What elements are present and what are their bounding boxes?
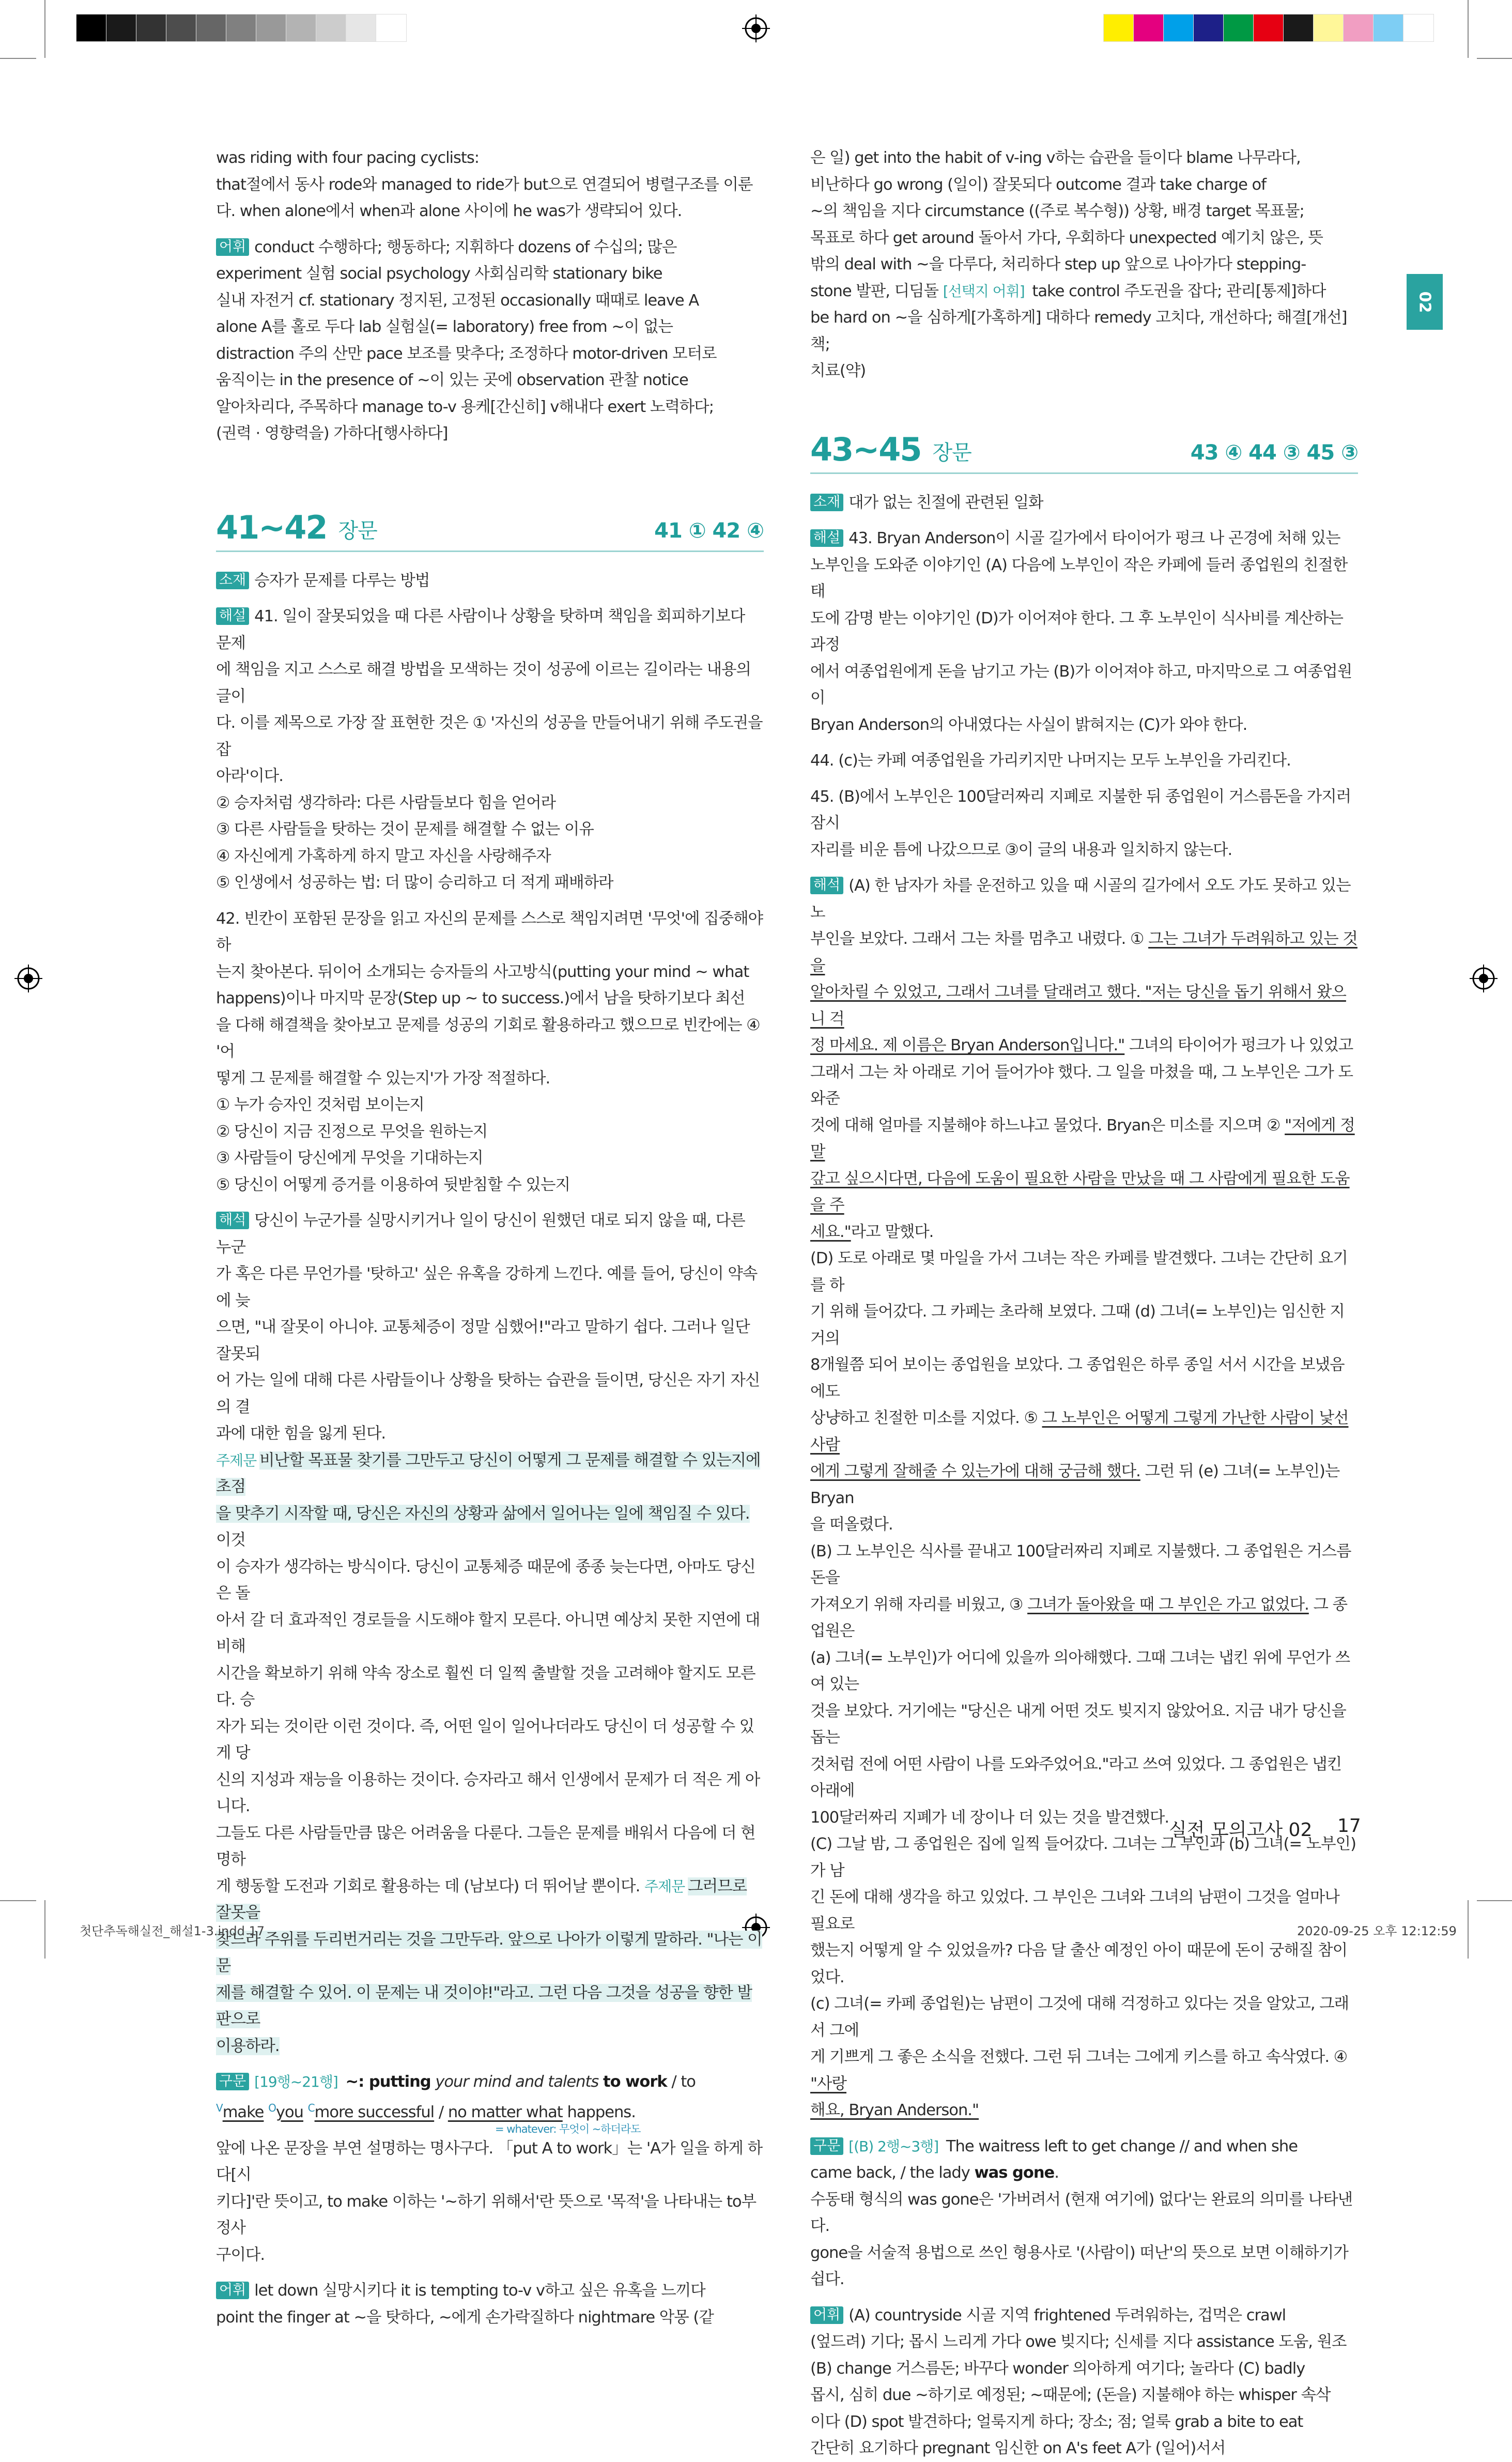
topic-sentence-label: 주제문 bbox=[216, 1451, 257, 1469]
translation-text: 그녀의 타이어가 펑크가 나 있었고 bbox=[1124, 1036, 1353, 1054]
translation-line: 것을 보았다. 거기에는 "당신은 내게 어떤 것도 빚지지 않았어요. 지금 내가 당신을 돕는 bbox=[810, 1702, 1346, 1747]
explanation-line: 에 책임을 지고 스스로 해결 방법을 모색하는 것이 성공에 이르는 길이라는 내용의 글이 bbox=[216, 661, 751, 706]
color-swatch bbox=[106, 14, 136, 41]
registration-mark-icon bbox=[14, 965, 42, 992]
topic-sentence: 비난할 목표물 찾기를 그만두고 당신이 어떻게 그 문제를 해결할 수 있는지에 초점 bbox=[216, 1451, 761, 1496]
color-swatch bbox=[226, 14, 256, 41]
grammar-line: 키다]'란 뜻이고, to make 이하는 '~하기 위해서'란 뜻으로 '목적'을 나타내는 to부정사 bbox=[216, 2192, 757, 2238]
vocab-line: be hard on ~을 심하게[가혹하게] 대하다 remedy 고치다, 개선하다; 해결[개선]책; bbox=[810, 309, 1347, 354]
color-swatch bbox=[286, 14, 316, 41]
translation-line: (D) 도로 아래로 몇 마일을 가서 그녀는 작은 카페를 발견했다. 그녀는 간단히 요기를 하 bbox=[810, 1249, 1348, 1294]
crop-mark bbox=[44, 1900, 45, 1959]
translation-text: 그런 뒤 (e) 그녀(= 노부인)는 Bryan bbox=[810, 1462, 1340, 1507]
color-swatch bbox=[76, 14, 106, 41]
slug-date-info: 2020-09-25 오후 12:12:59 bbox=[1297, 1924, 1457, 1938]
grammar-tag: 구문 bbox=[216, 2073, 249, 2090]
crop-mark bbox=[1468, 0, 1469, 58]
vocab-line: 비난하다 go wrong (일이) 잘못되다 outcome 결과 take charge of bbox=[810, 175, 1266, 194]
grammar-ref: [19행~21행] bbox=[254, 2073, 338, 2090]
grammar-line: gone을 서술적 용법으로 쓰인 형용사로 '(사람이) 떠난'의 뜻으로 보면 이해하기가 쉽다. bbox=[810, 2243, 1348, 2288]
registration-mark-icon bbox=[1470, 965, 1498, 992]
translation-line: 아서 갈 더 효과적인 경로들을 시도해야 할지 모른다. 아니면 예상치 못한 지연에 대비해 bbox=[216, 1611, 760, 1656]
grammar-text: you bbox=[275, 2103, 303, 2121]
underlined-text: "저에게 정말 bbox=[810, 1116, 1355, 1161]
translation-line: (c) 그녀(= 카페 종업원)는 남편이 그것에 대해 걱정하고 있다는 것을 알았고, 그래서 그에 bbox=[810, 1995, 1349, 2040]
answer-key: 41 ① 42 ④ bbox=[654, 518, 764, 543]
color-swatch bbox=[1134, 14, 1164, 41]
option-line: ③ 다른 사람들을 탓하는 것이 문제를 해결할 수 없는 이유 bbox=[216, 820, 594, 838]
color-swatch bbox=[1374, 14, 1403, 41]
color-swatch bbox=[1344, 14, 1374, 41]
underlined-text: 에게 그렇게 잘해줄 수 있는가에 대해 궁금해 했다. bbox=[810, 1462, 1140, 1480]
vocab-line: (엎드려) 기다; 몹시 느리게 가다 owe 빚지다; 신세를 지다 assistance 도움, 원조 bbox=[810, 2333, 1347, 2351]
explanation-line: 41. 일이 잘못되었을 때 다른 사람이나 상황을 탓하며 책임을 회피하기보다 문제 bbox=[216, 607, 745, 652]
vocab-line: (B) change 거스름돈; 바꾸다 wonder 의아하게 여기다; 놀라다 (C) badly bbox=[810, 2359, 1305, 2378]
translation-text: 그 종업원은 bbox=[810, 1595, 1348, 1640]
section-tab-label: 02 bbox=[1415, 291, 1434, 313]
topic-sentence-label: 주제문 bbox=[644, 1877, 685, 1895]
translation-text: 게 기쁘게 그 좋은 소식을 전했다. 그런 뒤 그녀는 그에게 키스를 하고 속삭였다. ④ bbox=[810, 2048, 1348, 2066]
translation-text: 이것 bbox=[216, 1531, 245, 1549]
option-line: ② 승자처럼 생각하라: 다른 사람들보다 힘을 얻어라 bbox=[216, 793, 556, 812]
vocab-block bbox=[216, 234, 764, 261]
vocab-line bbox=[810, 278, 1358, 305]
option-line: ④ 자신에게 가혹하게 하지 말고 자신을 사랑해주자 bbox=[216, 847, 551, 865]
color-swatch bbox=[376, 14, 406, 41]
grammar-mark: C bbox=[307, 2101, 315, 2114]
explanation-line: 45. (B)에서 노부인은 100달러짜리 지폐로 지불한 뒤 종업원이 거스름돈을 가지러 잠시 bbox=[810, 787, 1351, 832]
translation-line: 긴 돈에 대해 생각을 하고 있었다. 그 부인은 그녀와 그녀의 남편이 그것을 얼마나 필요로 bbox=[810, 1888, 1339, 1933]
underlined-text: 정 마세요. 제 이름은 Bryan Anderson입니다." bbox=[810, 1036, 1125, 1054]
topic-text: 승자가 문제를 다루는 방법 bbox=[254, 571, 430, 590]
vocab-line: let down 실망시키다 it is tempting to-v v하고 싶은 유혹을 느끼다 bbox=[254, 2282, 705, 2300]
vocab-line: 밖의 deal with ~을 다루다, 처리하다 step up 앞으로 나아가다 stepping- bbox=[810, 255, 1306, 273]
section-heading-43-45 bbox=[810, 431, 1358, 474]
intro-line: that절에서 동사 rode와 managed to ride가 but으로 연결되어 병렬구조를 이룬 bbox=[216, 175, 753, 194]
underlined-text: 그 노부인은 어떻게 그렇게 가난한 사람이 낯선 사람 bbox=[810, 1409, 1349, 1454]
explanation-line: 는지 찾아본다. 뒤이어 소개되는 승자들의 사고방식(putting your mind ~ what bbox=[216, 962, 749, 981]
vocab-text: take control 주도권을 잡다; 관리[통제]하다 bbox=[1027, 282, 1326, 300]
vocab-line: (권력 · 영향력을) 가하다[행사하다] bbox=[216, 424, 448, 442]
translation-line: 과에 대한 힘을 잃게 된다. bbox=[216, 1425, 386, 1443]
vocab-line: experiment 실험 social psychology 사회심리학 stationary bike bbox=[216, 265, 662, 283]
vocab-line: 간단히 요기하다 pregnant 임신한 on A's feet A가 (일어)서서 bbox=[810, 2439, 1226, 2457]
right-column bbox=[810, 145, 1358, 2462]
grayscale-bar bbox=[76, 14, 406, 41]
explanation-line: happens)이나 마지막 문장(Step up ~ to success.)에서 남을 탓하기보다 최선 bbox=[216, 989, 745, 1007]
vocab-tag: 어휘 bbox=[810, 2306, 843, 2324]
section-type: 장문 bbox=[338, 518, 377, 543]
topic-sentence: 제를 해결할 수 있어. 이 문제는 내 것이야!"라고. 그런 다음 그것을 성공을 향한 발판으로 bbox=[216, 1983, 752, 2028]
color-swatch bbox=[1224, 14, 1254, 41]
grammar-text: came back, / the lady bbox=[810, 2164, 975, 2182]
translation-line: 것처럼 전에 어떤 사람이 나를 도와주었어요."라고 쓰여 있었다. 그 종업원은 냅킨 아래에 bbox=[810, 1755, 1342, 1800]
translation-line: 신의 지성과 재능을 이용하는 것이다. 승자라고 해서 인생에서 문제가 더 적은 게 아니다. bbox=[216, 1770, 760, 1815]
explanation-line: 아라'이다. bbox=[216, 767, 283, 785]
topic-sentence: 찾느라 주위를 두리번거리는 것을 그만두라. 앞으로 나아가 이렇게 말하라. "나는 이 문 bbox=[216, 1930, 762, 1975]
grammar-text: to work bbox=[603, 2073, 667, 2091]
page-number: 17 bbox=[1337, 1815, 1361, 1837]
explanation-line: 다. 이를 제목으로 가장 잘 표현한 것은 ① '자신의 성공을 만들어내기 위해 주도권을 잡 bbox=[216, 714, 763, 759]
grammar-line: 앞에 나온 문장을 부연 설명하는 명사구다. 「put A to work」는 'A가 일을 하게 하다[시 bbox=[216, 2139, 763, 2184]
vocab-line: alone A를 홀로 두다 lab 실험실(= laboratory) free from ~이 없는 bbox=[216, 318, 673, 336]
color-swatch bbox=[1164, 14, 1194, 41]
grammar-text: happens. bbox=[562, 2103, 636, 2121]
color-swatch bbox=[1104, 14, 1134, 41]
explanation-line: 도에 감명 받는 이야기인 (D)가 이어져야 한다. 그 후 노부인이 식사비를 계산하는 과정 bbox=[810, 609, 1343, 654]
option-line: ① 누가 승자인 것처럼 보이는지 bbox=[216, 1096, 424, 1114]
translation-line: 100달러짜리 지폐가 네 장이나 더 있는 것을 발견했다. bbox=[810, 1808, 1169, 1827]
translation-line: (A) 한 남자가 차를 운전하고 있을 때 시골의 길가에서 오도 가도 못하고 있는 노 bbox=[810, 877, 1351, 922]
grammar-line: 수동태 형식의 was gone은 '가버려서 (현재 여기에) 없다'는 완료의 의미를 나타낸다. bbox=[810, 2190, 1353, 2235]
vocab-line: 은 일) get into the habit of v-ing v하는 습관을 들이다 blame 나무라다, bbox=[810, 149, 1301, 167]
crop-mark bbox=[1468, 1900, 1469, 1959]
choice-vocab-label: [선택지 어휘] bbox=[943, 282, 1025, 300]
crop-mark bbox=[44, 0, 45, 58]
grammar-mark: O bbox=[268, 2101, 276, 2114]
option-line: ⑤ 당신이 어떻게 증거를 이용하여 뒷받침할 수 있는지 bbox=[216, 1175, 570, 1194]
vocab-line: 이다 (D) spot 발견하다; 얼룩지게 하다; 장소; 점; 얼룩 grab a bite to eat bbox=[810, 2412, 1303, 2431]
grammar-text: was gone bbox=[974, 2164, 1055, 2182]
crop-mark bbox=[0, 58, 36, 59]
vocab-line: 몹시, 심히 due ~하기로 예정된; ~때문에; (돈을) 지불해야 하는 whisper 속삭 bbox=[810, 2386, 1331, 2404]
translation-line: 기 위해 들어갔다. 그 카페는 초라해 보였다. 그때 (d) 그녀(= 노부인)는 임신한 지 거의 bbox=[810, 1303, 1345, 1348]
color-swatch bbox=[1284, 14, 1314, 41]
grammar-text: ~: putting bbox=[345, 2073, 431, 2091]
grammar-text: make bbox=[222, 2103, 264, 2121]
answer-key: 43 ④ 44 ③ 45 ③ bbox=[1190, 440, 1358, 465]
translation-text: 부인을 보았다. 그래서 그는 차를 멈추고 내렸다. ① bbox=[810, 930, 1149, 948]
vocab-line: point the finger at ~을 탓하다, ~에게 손가락질하다 nightmare 악몽 (같 bbox=[216, 2308, 714, 2327]
vocab-line: 치료(약) bbox=[810, 362, 866, 380]
topic-tag: 소재 bbox=[216, 572, 249, 589]
intro-line: 다. when alone에서 when과 alone 사이에 he was가 생략되어 있다. bbox=[216, 202, 682, 220]
translation-line: (a) 그녀(= 노부인)가 어디에 있을까 의아해했다. 그때 그녀는 냅킨 위에 무언가 쓰여 있는 bbox=[810, 1648, 1350, 1693]
color-swatch bbox=[346, 14, 376, 41]
footer-title: 실전 모의고사 02 bbox=[1169, 1819, 1313, 1841]
grammar-text: The waitress left to get change // and when she bbox=[946, 2137, 1298, 2155]
grammar-text: your mind and talents bbox=[435, 2073, 599, 2091]
vocab-text: stone 발판, 디딤돌 bbox=[810, 282, 943, 300]
grammar-note: = whatever: 무엇이 ~하더라도 bbox=[495, 2122, 641, 2135]
grammar-text: no matter what bbox=[448, 2103, 563, 2121]
vocab-line: distraction 주의 산만 pace 보조를 맞추다; 조정하다 motor-driven 모터로 bbox=[216, 344, 717, 363]
color-bar bbox=[1104, 14, 1433, 41]
translation-line: 당신이 누군가를 실망시키거나 일이 당신이 원했던 대로 되지 않을 때, 다른 누군 bbox=[216, 1212, 745, 1257]
explanation-line: 42. 빈칸이 포함된 문장을 읽고 자신의 문제를 스스로 책임지려면 '무엇'에 집중해야 하 bbox=[216, 909, 763, 954]
color-swatch bbox=[1194, 14, 1224, 41]
crop-mark bbox=[1477, 1900, 1512, 1901]
translation-line: (C) 그날 밤, 그 종업원은 집에 일찍 들어갔다. 그녀는 그 부인과 (b) 그녀(= 노부인)가 남 bbox=[810, 1835, 1356, 1880]
section-tab bbox=[1407, 274, 1443, 330]
color-swatch bbox=[196, 14, 226, 41]
vocab-line: conduct 수행하다; 행동하다; 지휘하다 dozens of 수십의; 많은 bbox=[254, 238, 677, 256]
grammar-line: 구이다. bbox=[216, 2245, 265, 2264]
section-number: 43~45 bbox=[810, 430, 921, 468]
grammar-mark: V bbox=[216, 2101, 223, 2114]
crop-mark bbox=[0, 1900, 36, 1901]
color-swatch bbox=[1403, 14, 1433, 41]
translation-tag: 해석 bbox=[810, 877, 843, 894]
translation-line: 이 승자가 생각하는 방식이다. 당신이 교통체증 때문에 종종 늦는다면, 아마도 당신은 돌 bbox=[216, 1557, 755, 1602]
grammar-ref: [(B) 2행~3행] bbox=[848, 2137, 939, 2155]
translation-line: 가 혹은 다른 무언가를 '탓하고' 싶은 유혹을 강하게 느낀다. 예를 들어, 당신이 약속에 늦 bbox=[216, 1265, 758, 1310]
explanation-line: 에서 여종업원에게 돈을 남기고 가는 (B)가 이어져야 하고, 마지막으로 그 여종업원이 bbox=[810, 662, 1352, 707]
vocab-line: (A) countryside 시골 지역 frightened 두려워하는, 겁먹은 crawl bbox=[848, 2306, 1286, 2325]
translation-text: 상냥하고 친절한 미소를 지었다. ⑤ bbox=[810, 1409, 1042, 1427]
translation-line: 시간을 확보하기 위해 약속 장소로 훨씬 더 일찍 출발할 것을 고려해야 할지도 모른다. 승 bbox=[216, 1664, 755, 1709]
underlined-text: "사랑 bbox=[810, 2074, 846, 2093]
grammar-text: / bbox=[434, 2103, 448, 2121]
grammar-text: more successful bbox=[314, 2103, 435, 2121]
translation-line: 그들도 다른 사람들만큼 많은 어려움을 다룬다. 그들은 문제를 배워서 다음에 더 현명하 bbox=[216, 1824, 755, 1869]
left-column bbox=[216, 145, 764, 2331]
translation-line: 을 떠올렸다. bbox=[810, 1516, 893, 1534]
translation-line: (B) 그 노부인은 식사를 끝내고 100달러짜리 지폐로 지불했다. 그 종업원은 거스름돈을 bbox=[810, 1542, 1351, 1587]
topic-sentence: 그러므로 잘못을 bbox=[216, 1877, 747, 1922]
color-swatch bbox=[256, 14, 286, 41]
grammar-text: / to bbox=[671, 2073, 696, 2091]
underlined-text: 그녀가 돌아왔을 때 그 부인은 가고 없었다. bbox=[1027, 1595, 1309, 1614]
underlined-text: "저는 당신을 돕기 위해서 왔으니 걱 bbox=[810, 983, 1346, 1028]
section-type: 장문 bbox=[932, 440, 971, 465]
translation-text: 게 행동할 도전과 기회로 활용하는 데 (남보다) 더 뛰어날 뿐이다. bbox=[216, 1877, 640, 1895]
color-swatch bbox=[316, 14, 346, 41]
option-line: ② 당신이 지금 진정으로 무엇을 원하는지 bbox=[216, 1122, 488, 1141]
explanation-line: 을 다해 해결책을 찾아보고 문제를 성공의 기회로 활용하라고 했으므로 빈칸에는 ④ '어 bbox=[216, 1016, 760, 1061]
explanation-line: 자리를 비운 틈에 나갔으므로 ③이 글의 내용과 일치하지 않는다. bbox=[810, 840, 1232, 859]
vocab-line: 움직이는 in the presence of ~이 있는 곳에 observation 관찰 notice bbox=[216, 371, 688, 389]
vocab-tag: 어휘 bbox=[216, 2282, 249, 2299]
explanation-line: 떻게 그 문제를 해결할 수 있는지'가 가장 적절하다. bbox=[216, 1069, 550, 1088]
translation-line: 어 가는 일에 대해 다른 사람들이나 상황을 탓하는 습관을 들이면, 당신은 자기 자신의 결 bbox=[216, 1371, 760, 1416]
topic-sentence: 이용하라. bbox=[216, 2037, 280, 2055]
translation-text: 라고 말했다. bbox=[851, 1222, 934, 1241]
grammar-structure bbox=[216, 2098, 764, 2123]
color-swatch bbox=[136, 14, 166, 41]
topic-text: 대가 없는 친절에 관련된 일화 bbox=[848, 493, 1043, 512]
explanation-line: 44. (c)는 카페 여종업원을 가리키지만 나머지는 모두 노부인을 가리킨다. bbox=[810, 752, 1291, 770]
translation-line: 8개월쯤 되어 보이는 종업원을 보았다. 그 종업원은 하루 종일 서서 시간을 보냈음에도 bbox=[810, 1356, 1345, 1401]
slug-file-info: 첫단추독해실전_해설1-3.indd 17 bbox=[80, 1924, 265, 1938]
crop-mark bbox=[1477, 58, 1512, 59]
section-number: 41~42 bbox=[216, 508, 327, 546]
underlined-text: 알아차릴 수 있었고, 그래서 그녀를 달래려고 했다. bbox=[810, 983, 1140, 1001]
translation-tag: 해석 bbox=[216, 1212, 249, 1229]
translation-text: 것에 대해 얼마를 지불해야 하느냐고 물었다. Bryan은 미소를 지으며 ② bbox=[810, 1116, 1285, 1135]
topic-tag: 소재 bbox=[810, 494, 843, 511]
explanation-tag: 해설 bbox=[810, 529, 843, 547]
section-heading-41-42 bbox=[216, 509, 764, 552]
underlined-text: 갚고 싶으시다면, 다음에 도움이 필요한 사람을 만났을 때 그 사람에게 필요한 도움을 주 bbox=[810, 1169, 1350, 1214]
explanation-line: 노부인을 도와준 이야기인 (A) 다음에 노부인이 작은 카페에 들러 종업원의 친절한 태 bbox=[810, 556, 1348, 601]
explanation-tag: 해설 bbox=[216, 607, 249, 625]
translation-line: 자가 되는 것이란 이런 것이다. 즉, 어떤 일이 일어나더라도 당신이 더 성공할 수 있게 당 bbox=[216, 1717, 754, 1762]
vocab-line: ~의 책임을 지다 circumstance ((주로 복수형)) 상황, 배경 target 목표물; bbox=[810, 202, 1304, 220]
color-swatch bbox=[166, 14, 196, 41]
vocab-line: 목표로 하다 get around 돌아서 가다, 우회하다 unexpected 예기치 않은, 뜻 bbox=[810, 228, 1323, 247]
explanation-line: Bryan Anderson의 아내였다는 사실이 밝혀지는 (C)가 와야 한다. bbox=[810, 715, 1247, 734]
color-swatch bbox=[1314, 14, 1344, 41]
grammar-tag: 구문 bbox=[810, 2137, 843, 2155]
color-swatch bbox=[1254, 14, 1284, 41]
vocab-tag: 어휘 bbox=[216, 238, 249, 256]
translation-line: 으면, "내 잘못이 아니야. 교통체증이 정말 심했어!"라고 말하기 쉽다. 그러나 일단 잘못되 bbox=[216, 1318, 750, 1363]
topic-sentence: 을 맞추기 시작할 때, 당신은 자신의 상황과 삶에서 일어나는 일에 책임질 수 있다. bbox=[216, 1504, 750, 1523]
intro-line: was riding with four pacing cyclists: bbox=[216, 149, 480, 167]
grammar-text: . bbox=[1054, 2164, 1059, 2182]
vocab-line: 실내 자전거 cf. stationary 정지된, 고정된 occasionally 때때로 leave A bbox=[216, 291, 699, 310]
vocab-line: 알아차리다, 주목하다 manage to-v 용케[간신히] v해내다 exert 노력하다; bbox=[216, 397, 714, 416]
translation-line: 했는지 어떻게 알 수 있었을까? 다음 달 출산 예정인 아이 때문에 돈이 궁해질 참이었다. bbox=[810, 1941, 1348, 1986]
underlined-text: 세요." bbox=[810, 1222, 851, 1241]
translation-text: 가져오기 위해 자리를 비웠고, ③ bbox=[810, 1595, 1028, 1614]
underlined-text: 그는 그녀가 두려워하고 있는 것을 bbox=[810, 930, 1357, 975]
underlined-text: 해요, Bryan Anderson." bbox=[810, 2101, 979, 2119]
translation-line: 그래서 그는 차 아래로 기어 들어가야 했다. 그 일을 마쳤을 때, 그 노부인은 그가 도와준 bbox=[810, 1063, 1353, 1108]
registration-mark-icon bbox=[742, 14, 770, 42]
option-line: ③ 사람들이 당신에게 무엇을 기대하는지 bbox=[216, 1149, 483, 1167]
explanation-line: 43. Bryan Anderson이 시골 길가에서 타이어가 펑크 나 곤경에 처해 있는 bbox=[848, 529, 1340, 547]
option-line: ⑤ 인생에서 성공하는 법: 더 많이 승리하고 더 적게 패배하라 bbox=[216, 874, 613, 892]
